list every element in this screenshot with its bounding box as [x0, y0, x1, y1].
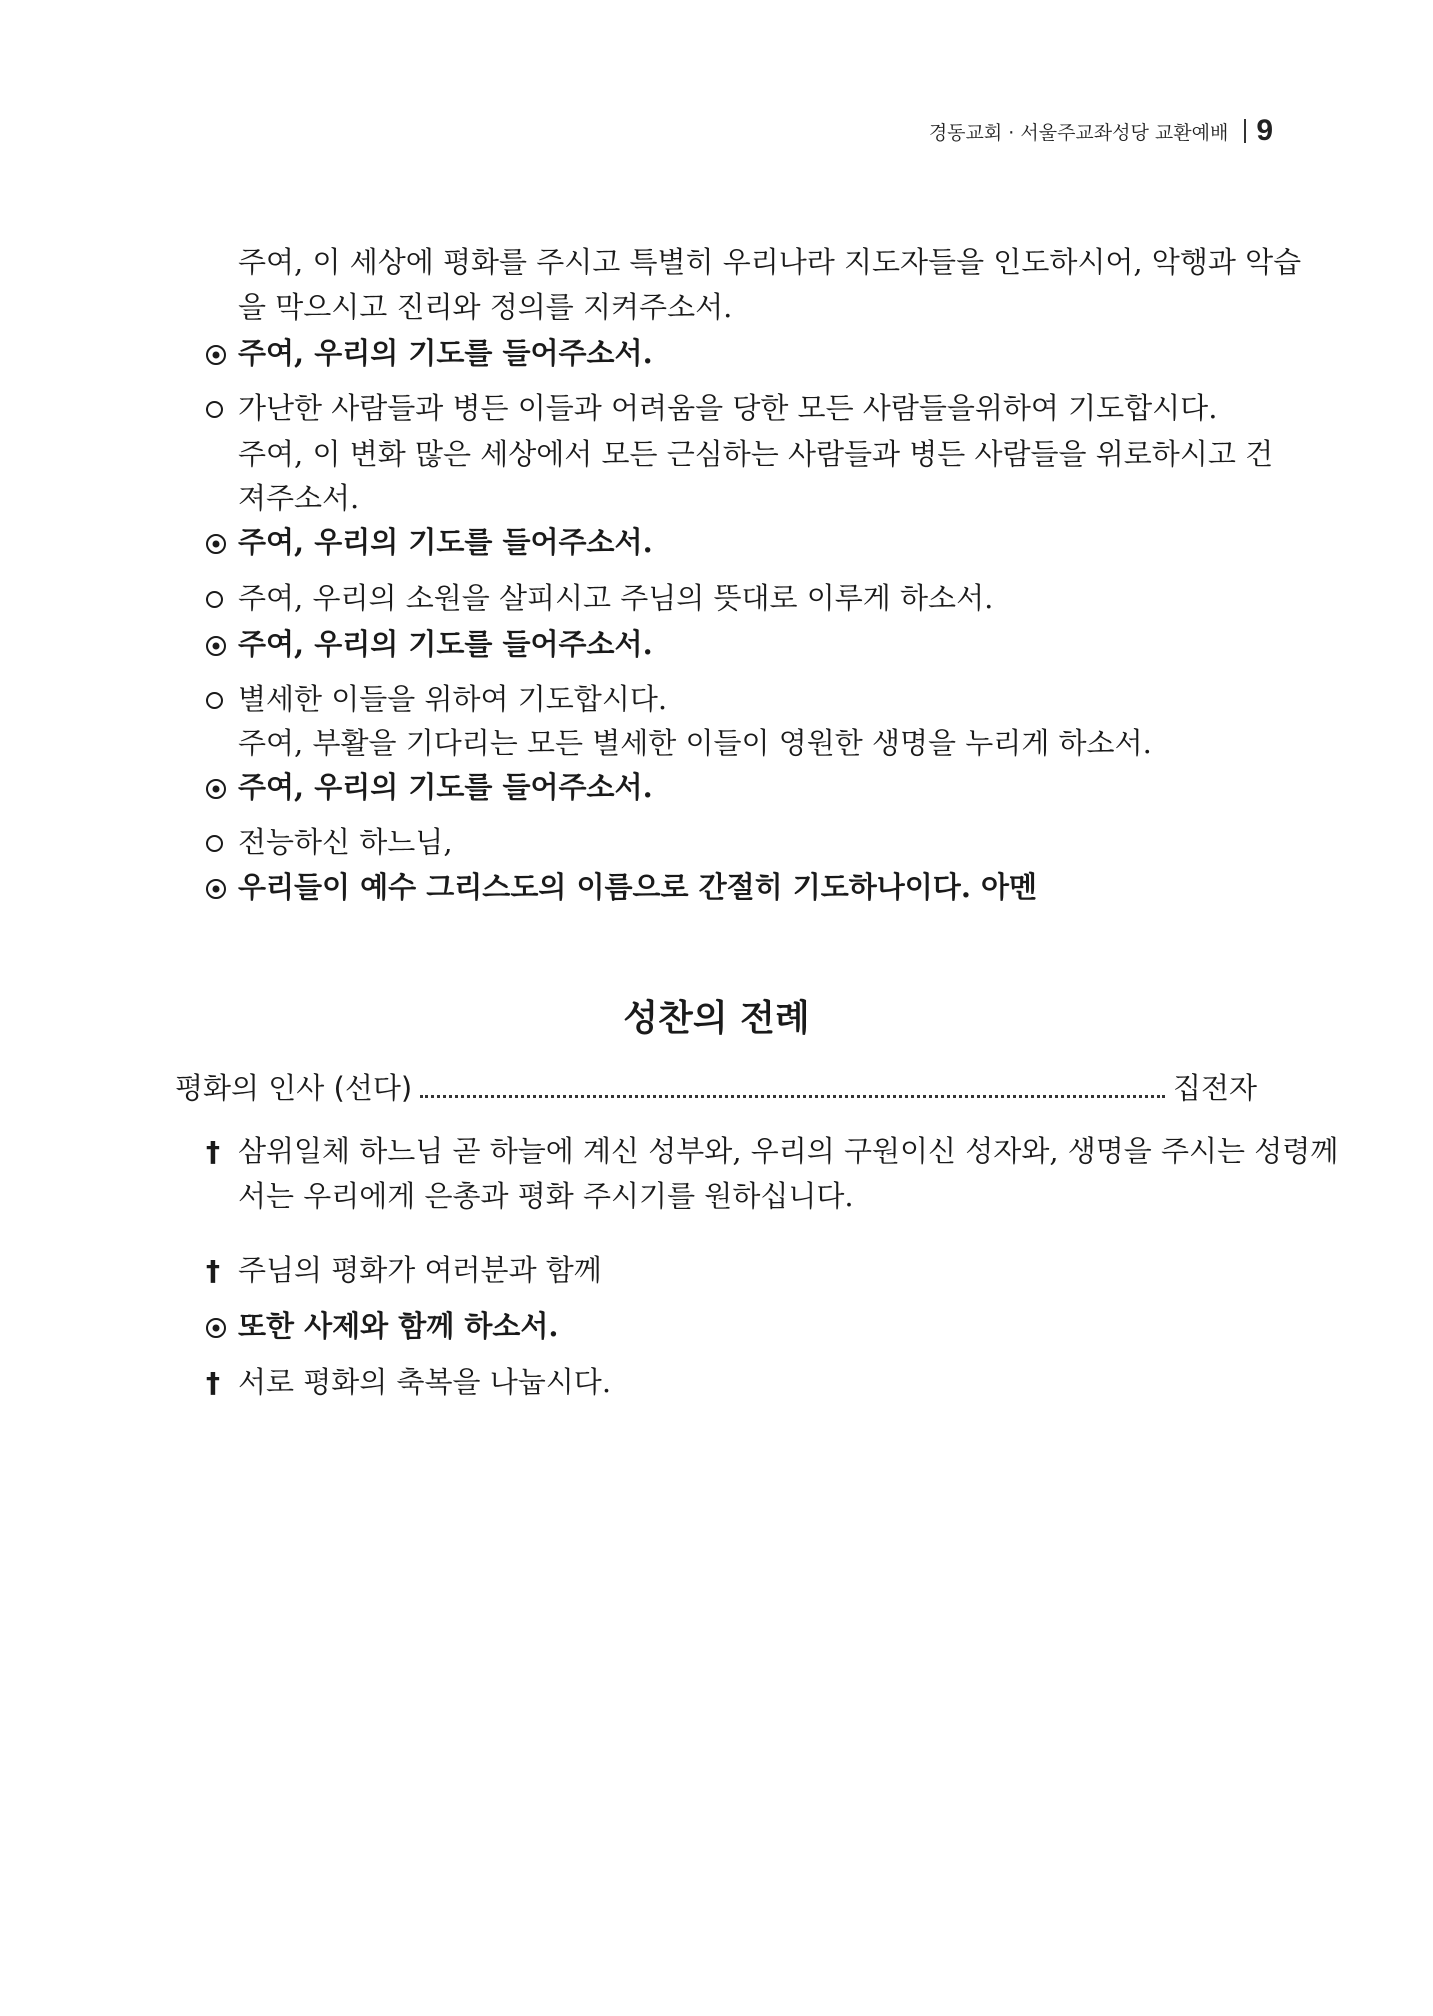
circled-dot-icon: [206, 534, 226, 554]
circled-dot-icon: [206, 879, 226, 899]
response-line: [206, 624, 653, 664]
section-title: 성찬의 전례: [623, 998, 810, 1039]
prayer-line: [238, 287, 732, 327]
prayer-line: [238, 242, 1301, 282]
response-line: [206, 522, 653, 562]
prayer-line: [206, 388, 1217, 428]
prayer-text: 전능하신 하느님,: [238, 825, 453, 859]
circled-dot-icon: [206, 345, 226, 365]
priest-text: 서로 평화의 축복을 나눕시다.: [238, 1365, 612, 1399]
circle-icon: [206, 401, 223, 418]
response-text: 우리들이 예수 그리스도의 이름으로 간절히 기도하나이다. 아멘: [238, 870, 1038, 904]
cross-icon: †: [206, 1254, 220, 1287]
response-text: 주여, 우리의 기도를 들어주소서.: [238, 525, 653, 559]
page-number: 9: [1256, 114, 1273, 147]
response-line: [206, 333, 653, 373]
rubric-label: 평화의 인사 (선다): [175, 1071, 413, 1105]
circled-dot-icon: [206, 1318, 226, 1338]
circled-dot-icon: [206, 636, 226, 656]
priest-line: [206, 1362, 611, 1403]
rubric-role: 집전자: [1172, 1071, 1257, 1105]
circle-icon: [206, 835, 223, 852]
running-header: [929, 116, 1273, 146]
header-divider: [1244, 119, 1246, 143]
prayer-text: 별세한 이들을 위하여 기도합시다.: [238, 682, 668, 716]
prayer-line: [238, 434, 1273, 474]
prayer-text: 주여, 이 세상에 평화를 주시고 특별히 우리나라 지도자들을 인도하시어, 악행과 악습: [238, 245, 1302, 279]
prayer-line: [206, 679, 667, 719]
priest-text: 서는 우리에게 은총과 평화 주시기를 원하십니다.: [238, 1179, 854, 1213]
cross-icon: †: [206, 1366, 220, 1399]
response-text: 주여, 우리의 기도를 들어주소서.: [238, 336, 653, 370]
circle-icon: [206, 591, 223, 608]
priest-text: 삼위일체 하느님 곧 하늘에 계신 성부와, 우리의 구원이신 성자와, 생명을 주시는 성령께: [238, 1134, 1339, 1168]
circle-icon: [206, 692, 223, 709]
prayer-text: 을 막으시고 진리와 정의를 지켜주소서.: [238, 290, 733, 324]
priest-line: [238, 1176, 854, 1216]
prayer-line: [238, 478, 359, 518]
prayer-line: [238, 723, 1152, 763]
response-line: [206, 867, 1037, 907]
running-title: 경동교회 · 서울주교좌성당 교환예배: [928, 121, 1229, 144]
prayer-line: [206, 822, 453, 862]
circled-dot-icon: [206, 779, 226, 799]
leader-dots: [420, 1095, 1165, 1098]
priest-line: [206, 1250, 602, 1291]
cross-icon: †: [206, 1135, 220, 1168]
response-text: 주여, 우리의 기도를 들어주소서.: [238, 627, 653, 661]
rubric-line: [175, 1066, 1257, 1107]
prayer-text: 주여, 이 변화 많은 세상에서 모든 근심하는 사람들과 병든 사람들을 위로하시고 건: [238, 437, 1274, 471]
prayer-line: [206, 578, 993, 618]
prayer-text: 주여, 부활을 기다리는 모든 별세한 이들이 영원한 생명을 누리게 하소서.: [238, 726, 1152, 760]
response-line: [206, 767, 653, 807]
prayer-text: 져주소서.: [238, 481, 360, 515]
prayer-text: 주여, 우리의 소원을 살피시고 주님의 뜻대로 이루게 하소서.: [238, 581, 994, 615]
response-text: 주여, 우리의 기도를 들어주소서.: [238, 770, 653, 804]
response-line: [206, 1306, 559, 1346]
priest-line: [206, 1131, 1338, 1172]
prayer-text: 가난한 사람들과 병든 이들과 어려움을 당한 모든 사람들을위하여 기도합시다.: [238, 391, 1218, 425]
response-text: 또한 사제와 함께 하소서.: [238, 1309, 559, 1343]
priest-text: 주님의 평화가 여러분과 함께: [238, 1253, 602, 1287]
